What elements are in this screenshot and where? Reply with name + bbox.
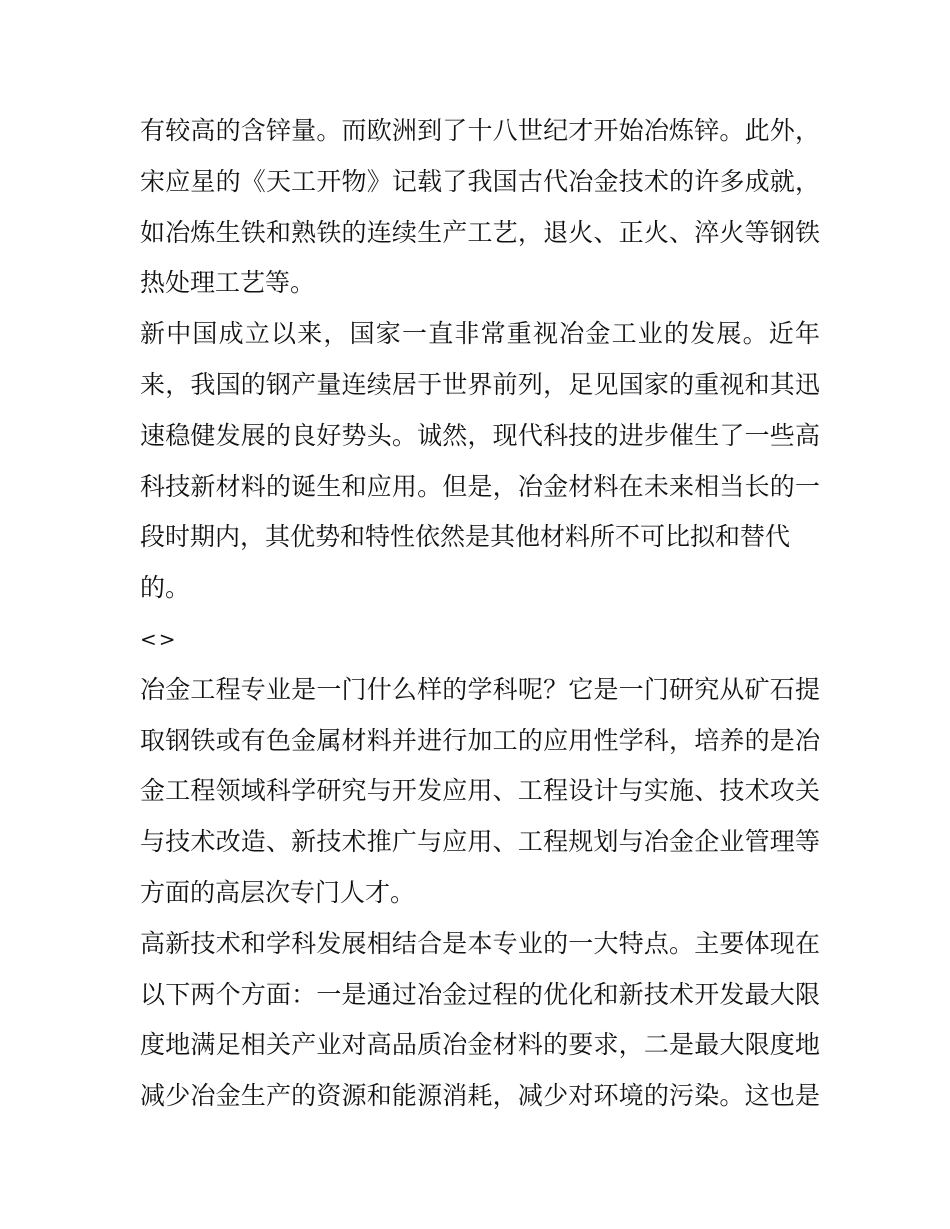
text-line: 取钢铁或有色金属材料并进行加工的应用性学科，培养的是冶 xyxy=(140,725,820,755)
text-line: 金工程领域科学研究与开发应用、工程设计与实施、技术攻关 xyxy=(140,776,820,806)
text-line: 以下两个方面：一是通过冶金过程的优化和新技术开发最大限 xyxy=(140,979,820,1009)
text-line: 如冶炼生铁和熟铁的连续生产工艺，退火、正火、淬火等钢铁 xyxy=(140,217,820,247)
text-line: 热处理工艺等。 xyxy=(140,268,316,298)
paragraph-features xyxy=(140,919,820,1122)
text-line: 速稳健发展的良好势头。诚然，现代科技的进步催生了一些高 xyxy=(140,420,820,450)
text-line: 与技术改造、新技术推广与应用、工程规划与冶金企业管理等 xyxy=(140,827,820,857)
text-line: 方面的高层次专门人才。 xyxy=(140,877,416,907)
text-line: 高新技术和学科发展相结合是本专业的一大特点。主要体现在 xyxy=(140,928,820,958)
section-marker xyxy=(140,614,820,665)
document-body xyxy=(140,106,820,1122)
paragraph-discipline-intro xyxy=(140,665,820,919)
text-line: 来，我国的钢产量连续居于世界前列，足见国家的重视和其迅 xyxy=(140,369,820,399)
text-line: 宋应星的《天工开物》记载了我国古代冶金技术的许多成就， xyxy=(140,166,820,196)
text-line: 度地满足相关产业对高品质冶金材料的要求，二是最大限度地 xyxy=(140,1030,820,1060)
text-line: 科技新材料的诞生和应用。但是，冶金材料在未来相当长的一 xyxy=(140,471,820,501)
paragraph-modern-development xyxy=(140,309,820,614)
paragraph-history xyxy=(140,106,820,309)
text-line: 段时期内，其优势和特性依然是其他材料所不可比拟和替代 xyxy=(140,522,791,552)
text-line: 新中国成立以来，国家一直非常重视冶金工业的发展。近年 xyxy=(140,319,820,349)
text-line: 的。 xyxy=(140,573,191,603)
text-line: 有较高的含锌量。而欧洲到了十八世纪才开始冶炼锌。此外， xyxy=(140,116,820,145)
text-line: 减少冶金生产的资源和能源消耗，减少对环境的污染。这也是 xyxy=(140,1081,820,1111)
text-line: 冶金工程专业是一门什么样的学科呢？它是一门研究从矿石提 xyxy=(140,674,820,704)
section-marker-text: <> xyxy=(140,626,178,651)
